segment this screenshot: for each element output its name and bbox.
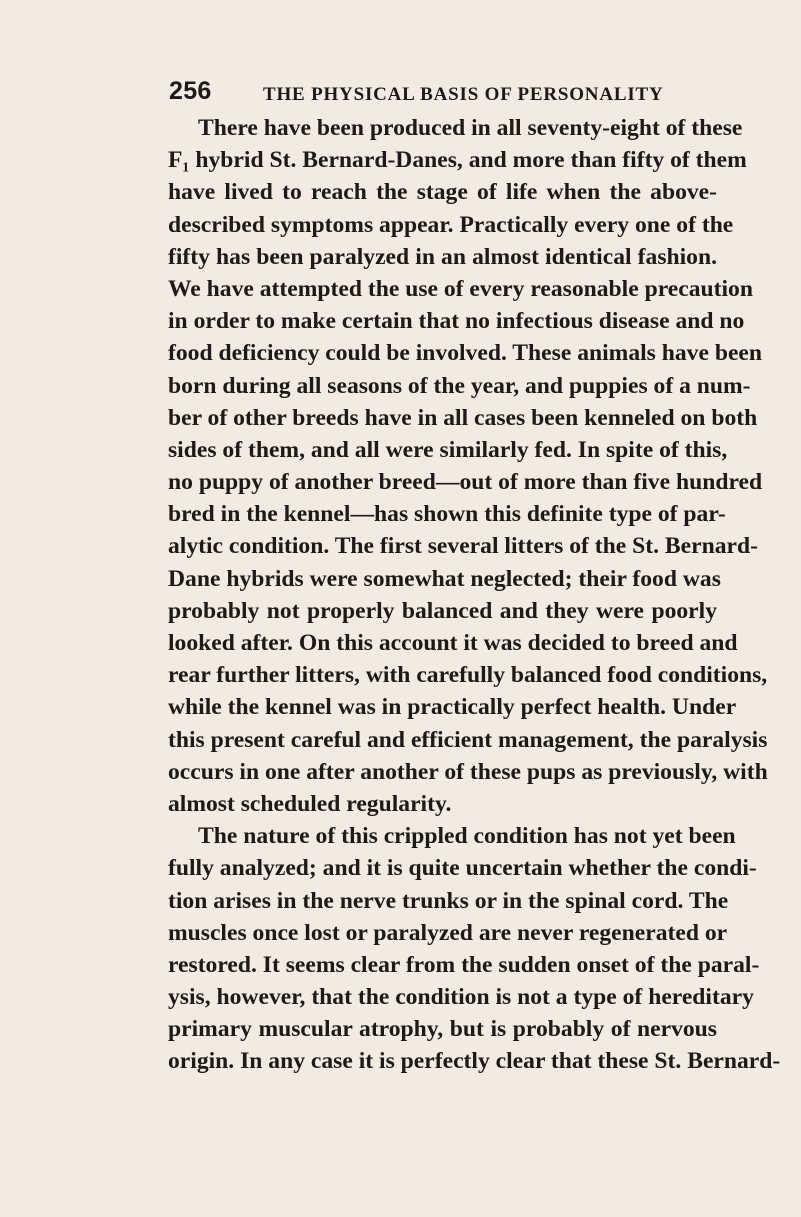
text-line: described symptoms appear. Practically every one of the xyxy=(168,211,734,238)
text-line: origin. In any case it is perfectly clear that these St. Bernard- xyxy=(168,1048,781,1075)
running-title: THE PHYSICAL BASIS OF PERSONALITY xyxy=(263,84,664,105)
paragraph-1 xyxy=(168,112,768,820)
text-line: in order to make certain that no infectious disease and no xyxy=(168,308,745,335)
text-line: sides of them, and all were similarly fed. In spite of this, xyxy=(168,436,728,463)
text-line: almost scheduled regularity. xyxy=(168,790,452,817)
text-line: bred in the kennel—has shown this definite type of par- xyxy=(168,501,726,528)
text-line: fully analyzed; and it is quite uncertain whether the condi- xyxy=(168,855,757,882)
text-line: tion arises in the nerve trunks or in the spinal cord. The xyxy=(168,887,729,914)
text-line: this present careful and efficient management, the paralysis xyxy=(168,726,768,753)
text-line: We have attempted the use of every reasonable precaution xyxy=(168,275,753,302)
text-line: There have been produced in all seventy-eight of these xyxy=(198,115,743,141)
text-line: muscles once lost or paralyzed are never regenerated or xyxy=(168,919,728,946)
paragraph-2 xyxy=(168,820,781,1078)
running-head xyxy=(169,76,709,112)
body-text xyxy=(168,112,781,1078)
text-line: while the kennel was in practically perfect health. Under xyxy=(168,694,737,721)
text-line: alytic condition. The first several litters of the St. Bernard- xyxy=(168,533,758,560)
text-line: F₁ hybrid St. Bernard-Danes, and more than fifty of them xyxy=(168,147,747,174)
text-line: fifty has been paralyzed in an almost identical fashion. xyxy=(168,243,717,270)
text-line: food deficiency could be involved. These animals have been xyxy=(168,340,763,367)
text-line: rear further litters, with carefully balanced food conditions, xyxy=(168,662,768,689)
text-line: The nature of this crippled condition has not yet been xyxy=(198,823,736,850)
text-line: ysis, however, that the condition is not a type of hereditary xyxy=(168,984,754,1011)
text-line: ber of other breeds have in all cases been kenneled on both xyxy=(168,404,758,431)
page-number: 256 xyxy=(169,77,212,105)
text-line: born during all seasons of the year, and puppies of a num- xyxy=(168,372,751,399)
text-line: Dane hybrids were somewhat neglected; their food was xyxy=(168,565,721,592)
text-line: occurs in one after another of these pups as previously, with xyxy=(168,758,768,785)
text-line: looked after. On this account it was decided to breed and xyxy=(168,630,738,656)
text-line: no puppy of another breed—out of more than five hundred xyxy=(168,469,763,496)
text-line: have lived to reach the stage of life when the above- xyxy=(168,179,717,206)
text-line: probably not properly balanced and they were poorly xyxy=(168,597,717,624)
text-line: primary muscular atrophy, but is probably of nervous xyxy=(168,1016,717,1043)
text-line: restored. It seems clear from the sudden onset of the paral- xyxy=(168,951,760,978)
